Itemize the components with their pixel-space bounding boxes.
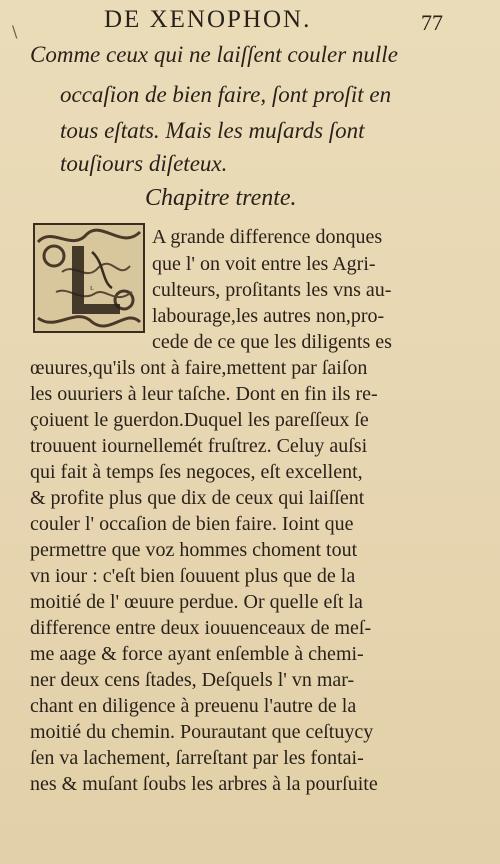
body-line: cede de ce que les diligents es <box>152 331 392 353</box>
body-line: & profite plus que dix de ceux qui laiſſent <box>30 487 365 509</box>
ornament-initial-icon <box>32 222 146 334</box>
running-head: DE XENOPHON. <box>104 6 312 33</box>
body-line: çoiuent le guerdon.Duquel les pareſſeux ſe <box>30 409 369 431</box>
body-line: difference entre deux iouuenceaux de meſ- <box>30 617 372 639</box>
decorated-initial <box>32 222 146 334</box>
body-line: moitié de l' œuure perdue. Or quelle eſt la <box>30 591 363 613</box>
body-line: A grande difference donques <box>152 226 383 248</box>
initial-letter: L <box>90 286 94 292</box>
margin-mark: \ <box>12 22 18 41</box>
body-line: ſen va lachement, ſarreſtant par les fontai- <box>30 747 364 769</box>
body-line: permettre que voz hommes choment tout <box>30 539 358 561</box>
body-line: œuures,qu'ils ont à faire,mettent par ſaiſon <box>30 357 368 379</box>
page-number: 77 <box>421 10 443 35</box>
intro-line: tous eſtats. Mais les muſards ſont <box>60 118 365 143</box>
intro-line: occaſion de bien faire, ſont proſit en <box>60 82 392 107</box>
body-line: ner deux cens ſtades, Deſquels l' vn mar- <box>30 669 355 691</box>
body-line: moitié du chemin. Pourautant que ceſtuycy <box>30 721 374 743</box>
body-line: les ouuriers à leur taſche. Dont en fin ils re- <box>30 383 378 405</box>
body-line: que l' on voit entre les Agri- <box>152 253 376 275</box>
body-line: trouuent iournellemét fruſtrez. Celuy auſsi <box>30 435 368 457</box>
chapter-title: Chapitre trente. <box>145 185 297 211</box>
body-line: qui fait à temps ſes negoces, eſt excellent, <box>30 461 363 483</box>
body-line: labourage,les autres non,pro- <box>152 305 385 327</box>
body-line: nes & muſant ſoubs les arbres à la pourſuite <box>30 773 378 795</box>
intro-line: Comme ceux qui ne laiſſent couler nulle <box>30 42 398 67</box>
page-header <box>0 2 500 36</box>
body-line: couler l' occaſion de bien faire. Ioint que <box>30 513 354 535</box>
body-line: me aage & force ayant enſemble à chemi- <box>30 643 364 665</box>
intro-line: touſiours diſeteux. <box>60 151 228 176</box>
body-line: chant en diligence à preuenu l'autre de la <box>30 695 357 717</box>
body-line: vn iour : c'eſt bien ſouuent plus que de la <box>30 565 356 587</box>
body-line: culteurs, proſitants les vns au- <box>152 279 392 301</box>
